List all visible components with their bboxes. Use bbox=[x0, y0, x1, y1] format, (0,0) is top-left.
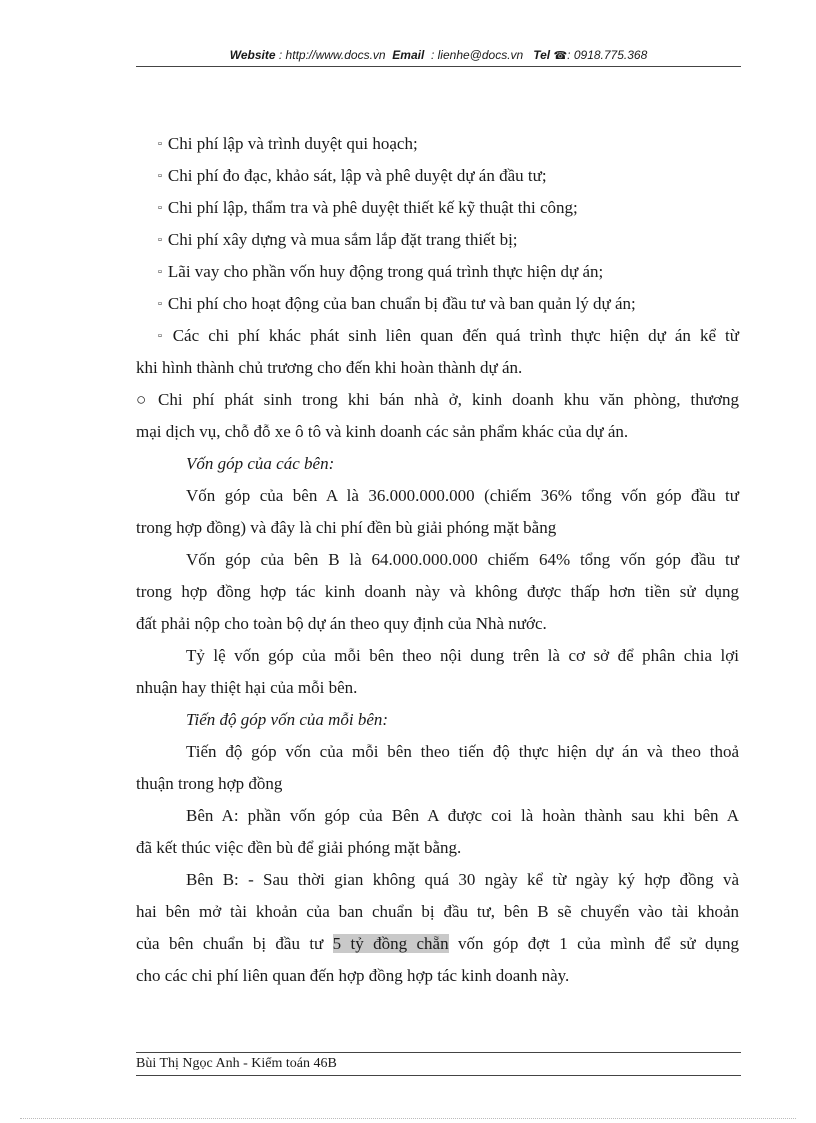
paragraph-line: Vốn góp của bên B là 64.000.000.000 chiếm 64% tổng vốn góp đầu tư bbox=[186, 550, 739, 569]
paragraph-line: trong hợp đồng) và đây là chi phí đền bù giải phóng mặt bằng bbox=[136, 518, 557, 537]
section-heading: Vốn góp của các bên: bbox=[186, 454, 335, 473]
paragraph-line: cho các chi phí liên quan đến hợp đồng hợp tác kinh doanh này. bbox=[136, 966, 570, 985]
list-item: ▫ Chi phí lập và trình duyệt qui hoạch; bbox=[158, 134, 418, 153]
section-heading: Tiến độ góp vốn của mỗi bên: bbox=[186, 710, 389, 729]
square-bullet-icon: ▫ bbox=[158, 202, 162, 214]
paragraph-line: Tiến độ góp vốn của mỗi bên theo tiến độ thực hiện dự án và theo thoả bbox=[186, 742, 739, 761]
list-item: ▫ Các chi phí khác phát sinh liên quan đến quá trình thực hiện dự án kể từ bbox=[158, 326, 739, 345]
square-bullet-icon: ▫ bbox=[158, 330, 167, 342]
square-bullet-icon: ▫ bbox=[158, 266, 162, 278]
website-label: Website bbox=[229, 48, 276, 62]
tel-label: Tel bbox=[533, 48, 551, 62]
page-header bbox=[136, 44, 741, 67]
paragraph-line: Tỷ lệ vốn góp của mỗi bên theo nội dung trên là cơ sở để phân chia lợi bbox=[186, 646, 739, 665]
text-line: mại dịch vụ, chỗ đỗ xe ô tô và kinh doanh các sản phẩm khác của dự án. bbox=[136, 422, 629, 441]
email-value: : lienhe@docs.vn bbox=[430, 48, 524, 62]
square-bullet-icon: ▫ bbox=[158, 170, 162, 182]
page-edge-divider bbox=[20, 1118, 796, 1119]
list-item: ▫ Chi phí xây dựng và mua sắm lắp đặt trang thiết bị; bbox=[158, 230, 518, 249]
paragraph-line: Bên A: phần vốn góp của Bên A được coi là hoàn thành sau khi bên A bbox=[186, 806, 739, 825]
paragraph-line: của bên chuẩn bị đầu tư 5 tỷ đồng chẵn vốn góp đợt 1 của mình để sử dụng bbox=[136, 934, 740, 953]
email-label: Email bbox=[392, 48, 425, 62]
circle-bullet-icon: ○ bbox=[136, 390, 153, 409]
paragraph-line: đất phải nộp cho toàn bộ dự án theo quy định của Nhà nước. bbox=[136, 614, 547, 633]
list-item: ▫ Chi phí lập, thẩm tra và phê duyệt thiết kế kỹ thuật thi công; bbox=[158, 198, 578, 217]
phone-icon: ☎ bbox=[553, 50, 568, 62]
square-bullet-icon: ▫ bbox=[158, 138, 162, 150]
page-footer: Bùi Thị Ngọc Anh - Kiểm toán 46B bbox=[136, 1052, 741, 1076]
paragraph-line: Bên B: - Sau thời gian không quá 30 ngày kể từ ngày ký hợp đồng và bbox=[186, 870, 739, 889]
paragraph-line: trong hợp đồng hợp tác kinh doanh này và không được thấp hơn tiền sử dụng bbox=[136, 582, 739, 601]
website-value: : http://www.docs.vn bbox=[278, 48, 386, 62]
document-body bbox=[136, 128, 739, 992]
list-item: ▫ Chi phí đo đạc, khảo sát, lập và phê duyệt dự án đầu tư; bbox=[158, 166, 547, 185]
paragraph-line: nhuận hay thiệt hại của mỗi bên. bbox=[136, 678, 358, 697]
list-item: ▫ Lãi vay cho phần vốn huy động trong quá trình thực hiện dự án; bbox=[158, 262, 604, 281]
paragraph-line: thuận trong hợp đồng bbox=[136, 774, 283, 793]
square-bullet-icon: ▫ bbox=[158, 298, 162, 310]
tel-value: : 0918.775.368 bbox=[567, 48, 648, 62]
highlighted-amount: 5 tỷ đồng chẵn bbox=[332, 934, 449, 953]
paragraph-line: đã kết thúc việc đền bù để giải phóng mặt bằng. bbox=[136, 838, 462, 857]
paragraph-line: hai bên mở tài khoản của ban chuẩn bị đầu tư, bên B sẽ chuyển vào tài khoản bbox=[136, 902, 739, 921]
paragraph-line: Vốn góp của bên A là 36.000.000.000 (chiếm 36% tổng vốn góp đầu tư bbox=[186, 486, 739, 505]
list-item: ▫ Chi phí cho hoạt động của ban chuẩn bị đầu tư và ban quản lý dự án; bbox=[158, 294, 636, 313]
circle-list-item: ○ Chi phí phát sinh trong khi bán nhà ở, kinh doanh khu văn phòng, thương bbox=[136, 390, 739, 409]
text-line: khi hình thành chủ trương cho đến khi hoàn thành dự án. bbox=[136, 358, 523, 377]
square-bullet-icon: ▫ bbox=[158, 234, 162, 246]
